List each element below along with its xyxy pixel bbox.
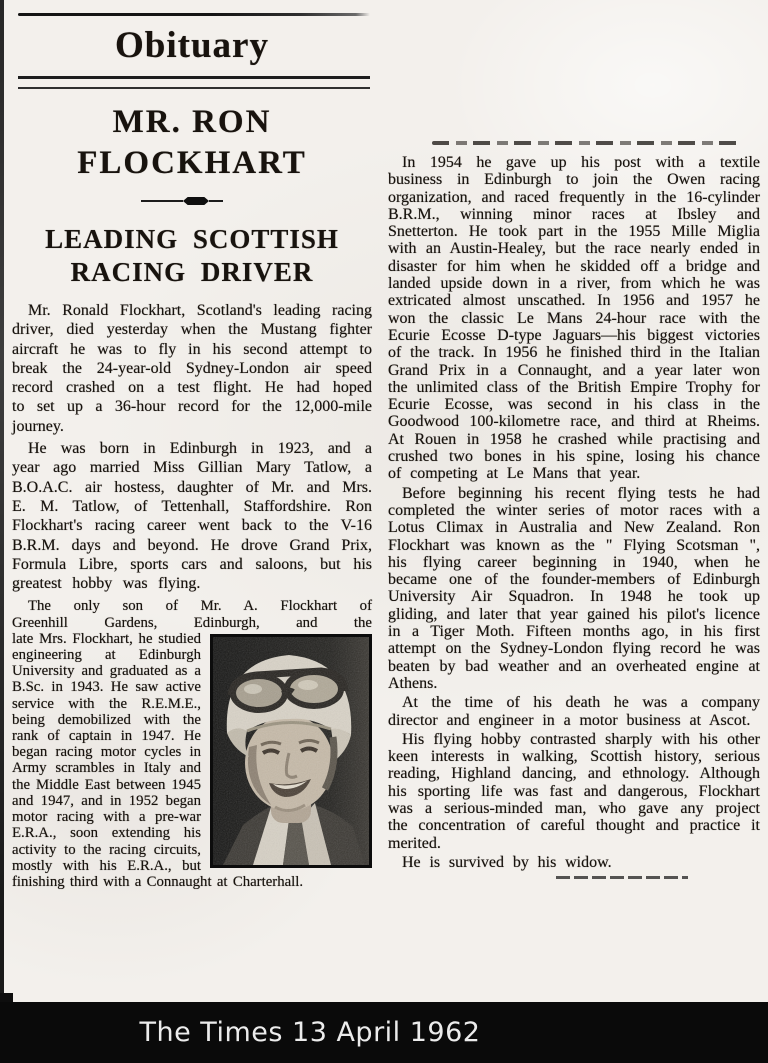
section-kicker: Obituary xyxy=(115,25,269,66)
right-column xyxy=(388,141,760,879)
subhead-line2: RACING DRIVER xyxy=(70,257,314,287)
obituary-paragraph-7: His flying hobby contrasted sharply with his other keen interests in walking, Scottish history, serious reading, Highland dancing, and ethnology. Although his sporting life was fast and dangerous, Flockhart was a serious-minded man, who gave any project the concentration of careful thought and practice it merited. xyxy=(388,730,760,852)
paragraph-3-line2: Greenhill Gardens, Edinburgh, and the xyxy=(12,614,372,631)
scan-dash-artifact xyxy=(556,876,688,879)
paragraph-3-text: late Mrs. Flockhart, he studied engineering at Edinburgh University and graduated as a B.Sc. in 1943. He saw active service with the R.E.M.E., being demobilized with the rank of captain in 1947. He began racing motor cycles in Army scrambles in Italy and the Middle East between 1945 and 1947, and in 1952 began motor racing with a pre-war E.R.A., soon extending his activity to the racing circuits, mostly with his E.R.A., but finishing third with a Connaught at Charterhall. xyxy=(12,630,304,890)
obituary-paragraph-8: He is survived by his widow. xyxy=(402,853,612,871)
headline-divider xyxy=(2,197,362,205)
headline-line1: MR. RON xyxy=(112,104,272,140)
obituary-paragraph-3 xyxy=(12,598,372,890)
portrait-photo xyxy=(210,634,372,868)
divider-line-left xyxy=(141,200,183,202)
obituary-paragraph-1: Mr. Ronald Flockhart, Scotland's leading racing driver, died yesterday when the Mustang fighter aircraft he was to fly in his second attempt to break the 24-year-old Sydney-London air speed record crashed on a test flight. He had hoped to set up a 36-hour record for the 12,000-mile journey. xyxy=(12,302,372,435)
scan-edge-artifact xyxy=(0,0,4,1012)
obituary-paragraph-6: At the time of his death he was a company director and engineer in a motor business at Ascot. xyxy=(388,694,760,729)
ink-smudge-artifact xyxy=(432,141,740,145)
obituary-paragraph-5: Before beginning his recent flying tests he had completed the winter series of motor races with a Lotus Climax in Australia and New Zealand. Ron Flockhart was known as the " Flying Scotsman ", his flying career beginning in 1940, when he became one of the founder-members of Edinburgh University Air Squadron. In 1948 he took up gliding, and later that year gained his pilot's licence in a Tiger Moth. Fifteen months ago, in his first attempt on the Sydney-London flying record he was beaten by bad weather and an overheated engine at Athens. xyxy=(388,484,760,692)
source-caption: The Times 13 April 1962 xyxy=(139,1017,481,1048)
headline xyxy=(12,102,372,184)
obituary-paragraph-4: In 1954 he gave up his post with a textile business in Edinburgh to join the Owen racing organization, and raced frequently in the 16-cylinder B.R.M., winning minor races at Ibsley and Snetterton. He took part in the 1955 Mille Miglia with an Austin-Healey, but the race nearly ended in disaster for him when he skidded off a bridge and landed upside down in a river, from which he was extricated almost unscathed. In 1956 and 1957 he won the classic Le Mans 24-hour race with the Ecurie Ecosse D-type Jaguars—his biggest victories of the track. In 1956 he finished third in the Italian Grand Prix in a Connaught, and a year later won the unlimited class of the British Empire Trophy for Ecurie Ecosse, was second in his class in the Goodwood 100-kilometre race, and third at Rheims. At Rouen in 1958 he crashed while practising and crushed two bones in his spine, losing his chance of competing at Le Mans that year. xyxy=(388,154,760,483)
paragraph-3-wrap xyxy=(12,631,372,890)
paragraph-3-line1: The only son of Mr. A. Flockhart of xyxy=(28,598,372,615)
portrait-illustration xyxy=(213,637,369,865)
left-column xyxy=(12,10,372,890)
caption-bar xyxy=(0,1002,768,1063)
headline-line2: FLOCKHART xyxy=(77,145,307,181)
top-rule xyxy=(18,13,370,16)
divider-line-right xyxy=(209,200,223,202)
diamond-ornament-icon xyxy=(183,197,209,205)
subhead-line1: LEADING SCOTTISH xyxy=(45,224,339,254)
obituary-paragraph-2: He was born in Edinburgh in 1923, and a year ago married Miss Gillian Mary Tatlow, a B.O.A.C. air hostess, daughter of Mr. and Mrs. E. M. Tatlow, of Tettenhall, Staffordshire. Ron Flockhart's racing career went back to the V-16 B.R.M. days and beyond. He drove Grand Prix, Formula Libre, sports cars and saloons, but his greatest hobby was flying. xyxy=(12,440,372,593)
double-rule xyxy=(18,76,370,89)
subheadline xyxy=(12,223,372,289)
